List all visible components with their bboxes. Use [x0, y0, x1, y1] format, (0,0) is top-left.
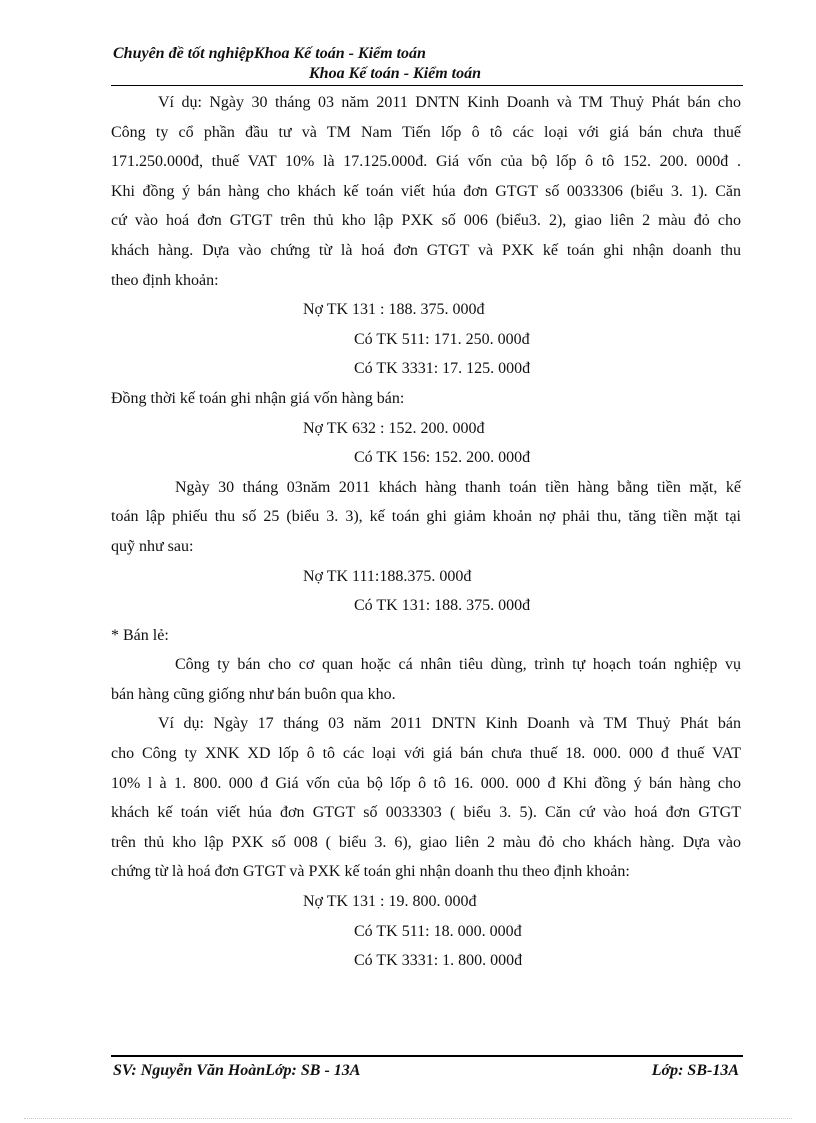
journal-entry-credit: Có TK 3331: 17. 125. 000đ	[354, 360, 531, 378]
header-subtitle: Khoa Kế toán - Kiểm toán	[309, 65, 482, 82]
paragraph-line: cứ vào hoá đơn GTGT trên thủ kho lập PXK số 006 (biểu3. 2), giao liên 2 màu đỏ cho	[111, 212, 741, 230]
journal-entry-credit: Có TK 131: 188. 375. 000đ	[354, 597, 531, 615]
paragraph-line: cho Công ty XNK XD lốp ô tô các loại với giá bán chưa thuế 18. 000. 000 đ thuế VAT	[111, 745, 741, 763]
paragraph-line: Đồng thời kế toán ghi nhận giá vốn hàng bán:	[111, 389, 405, 407]
journal-entry-debit: Nợ TK 131 : 188. 375. 000đ	[303, 301, 485, 319]
header-rule	[111, 85, 743, 86]
paragraph-line: quỹ như sau:	[111, 537, 194, 555]
page-boundary	[24, 1118, 792, 1119]
paragraph-line: toán lập phiếu thu số 25 (biểu 3. 3), kế toán ghi giảm khoản nợ phải thu, tăng tiền mặt tại	[111, 508, 741, 526]
footer-student: SV: Nguyễn Văn HoànLớp: SB - 13A	[113, 1062, 361, 1079]
paragraph-line: theo định khoản:	[111, 271, 219, 289]
journal-entry-debit: Nợ TK 632 : 152. 200. 000đ	[303, 419, 485, 437]
page-header	[113, 44, 743, 84]
journal-entry-credit: Có TK 3331: 1. 800. 000đ	[354, 952, 523, 970]
journal-entry-credit: Có TK 511: 171. 250. 000đ	[354, 330, 530, 348]
journal-entry-debit: Nợ TK 111:188.375. 000đ	[303, 567, 472, 585]
paragraph-line: 171.250.000đ, thuế VAT 10% là 17.125.000đ. Giá vốn của bộ lốp ô tô 152. 200. 000đ .	[111, 153, 741, 171]
paragraph-line: chứng từ là hoá đơn GTGT và PXK kế toán ghi nhận doanh thu theo định khoản:	[111, 863, 630, 881]
paragraph-line: Công ty cổ phần đầu tư và TM Nam Tiến lốp ô tô các loại với giá bán chưa thuế	[111, 123, 741, 141]
document-body	[111, 88, 741, 976]
section-heading: * Bán lẻ:	[111, 626, 169, 644]
footer-class: Lớp: SB-13A	[651, 1062, 739, 1079]
header-title: Chuyên đề tốt nghiệpKhoa Kế toán - Kiểm toán	[113, 45, 426, 62]
paragraph-line: Ví dụ: Ngày 30 tháng 03 năm 2011 DNTN Kinh Doanh và TM Thuỷ Phát bán cho	[158, 94, 741, 111]
paragraph-line: khách hàng. Dựa vào chứng từ là hoá đơn GTGT và PXK kế toán ghi nhận doanh thu	[111, 241, 741, 259]
footer-rule	[111, 1055, 743, 1057]
page-footer	[113, 1060, 739, 1082]
paragraph-line: Công ty bán cho cơ quan hoặc cá nhân tiêu dùng, trình tự hoạch toán nghiệp vụ	[175, 656, 741, 674]
journal-entry-debit: Nợ TK 131 : 19. 800. 000đ	[303, 893, 477, 911]
paragraph-line: Ví dụ: Ngày 17 tháng 03 năm 2011 DNTN Kinh Doanh và TM Thuỷ Phát bán	[158, 715, 741, 733]
paragraph-line: Ngày 30 tháng 03năm 2011 khách hàng thanh toán tiền hàng bằng tiền mặt, kế	[175, 478, 741, 496]
paragraph-line: Khi đồng ý bán hàng cho khách kế toán viết húa đơn GTGT số 0033306 (biểu 3. 1). Căn	[111, 182, 741, 200]
journal-entry-credit: Có TK 511: 18. 000. 000đ	[354, 922, 522, 940]
paragraph-line: trên thủ kho lập PXK số 008 ( biểu 3. 6), giao liên 2 màu đỏ cho khách hàng. Dựa vào	[111, 833, 741, 851]
paragraph-line: bán hàng cũng giống như bán buôn qua kho.	[111, 685, 396, 703]
paragraph-line: khách kế toán viết húa đơn GTGT số 0033303 ( biểu 3. 5). Căn cứ vào hoá đơn GTGT	[111, 804, 741, 822]
journal-entry-credit: Có TK 156: 152. 200. 000đ	[354, 449, 531, 467]
paragraph-line: 10% l à 1. 800. 000 đ Giá vốn của bộ lốp ô tô 16. 000. 000 đ Khi đồng ý bán hàng cho	[111, 774, 741, 792]
